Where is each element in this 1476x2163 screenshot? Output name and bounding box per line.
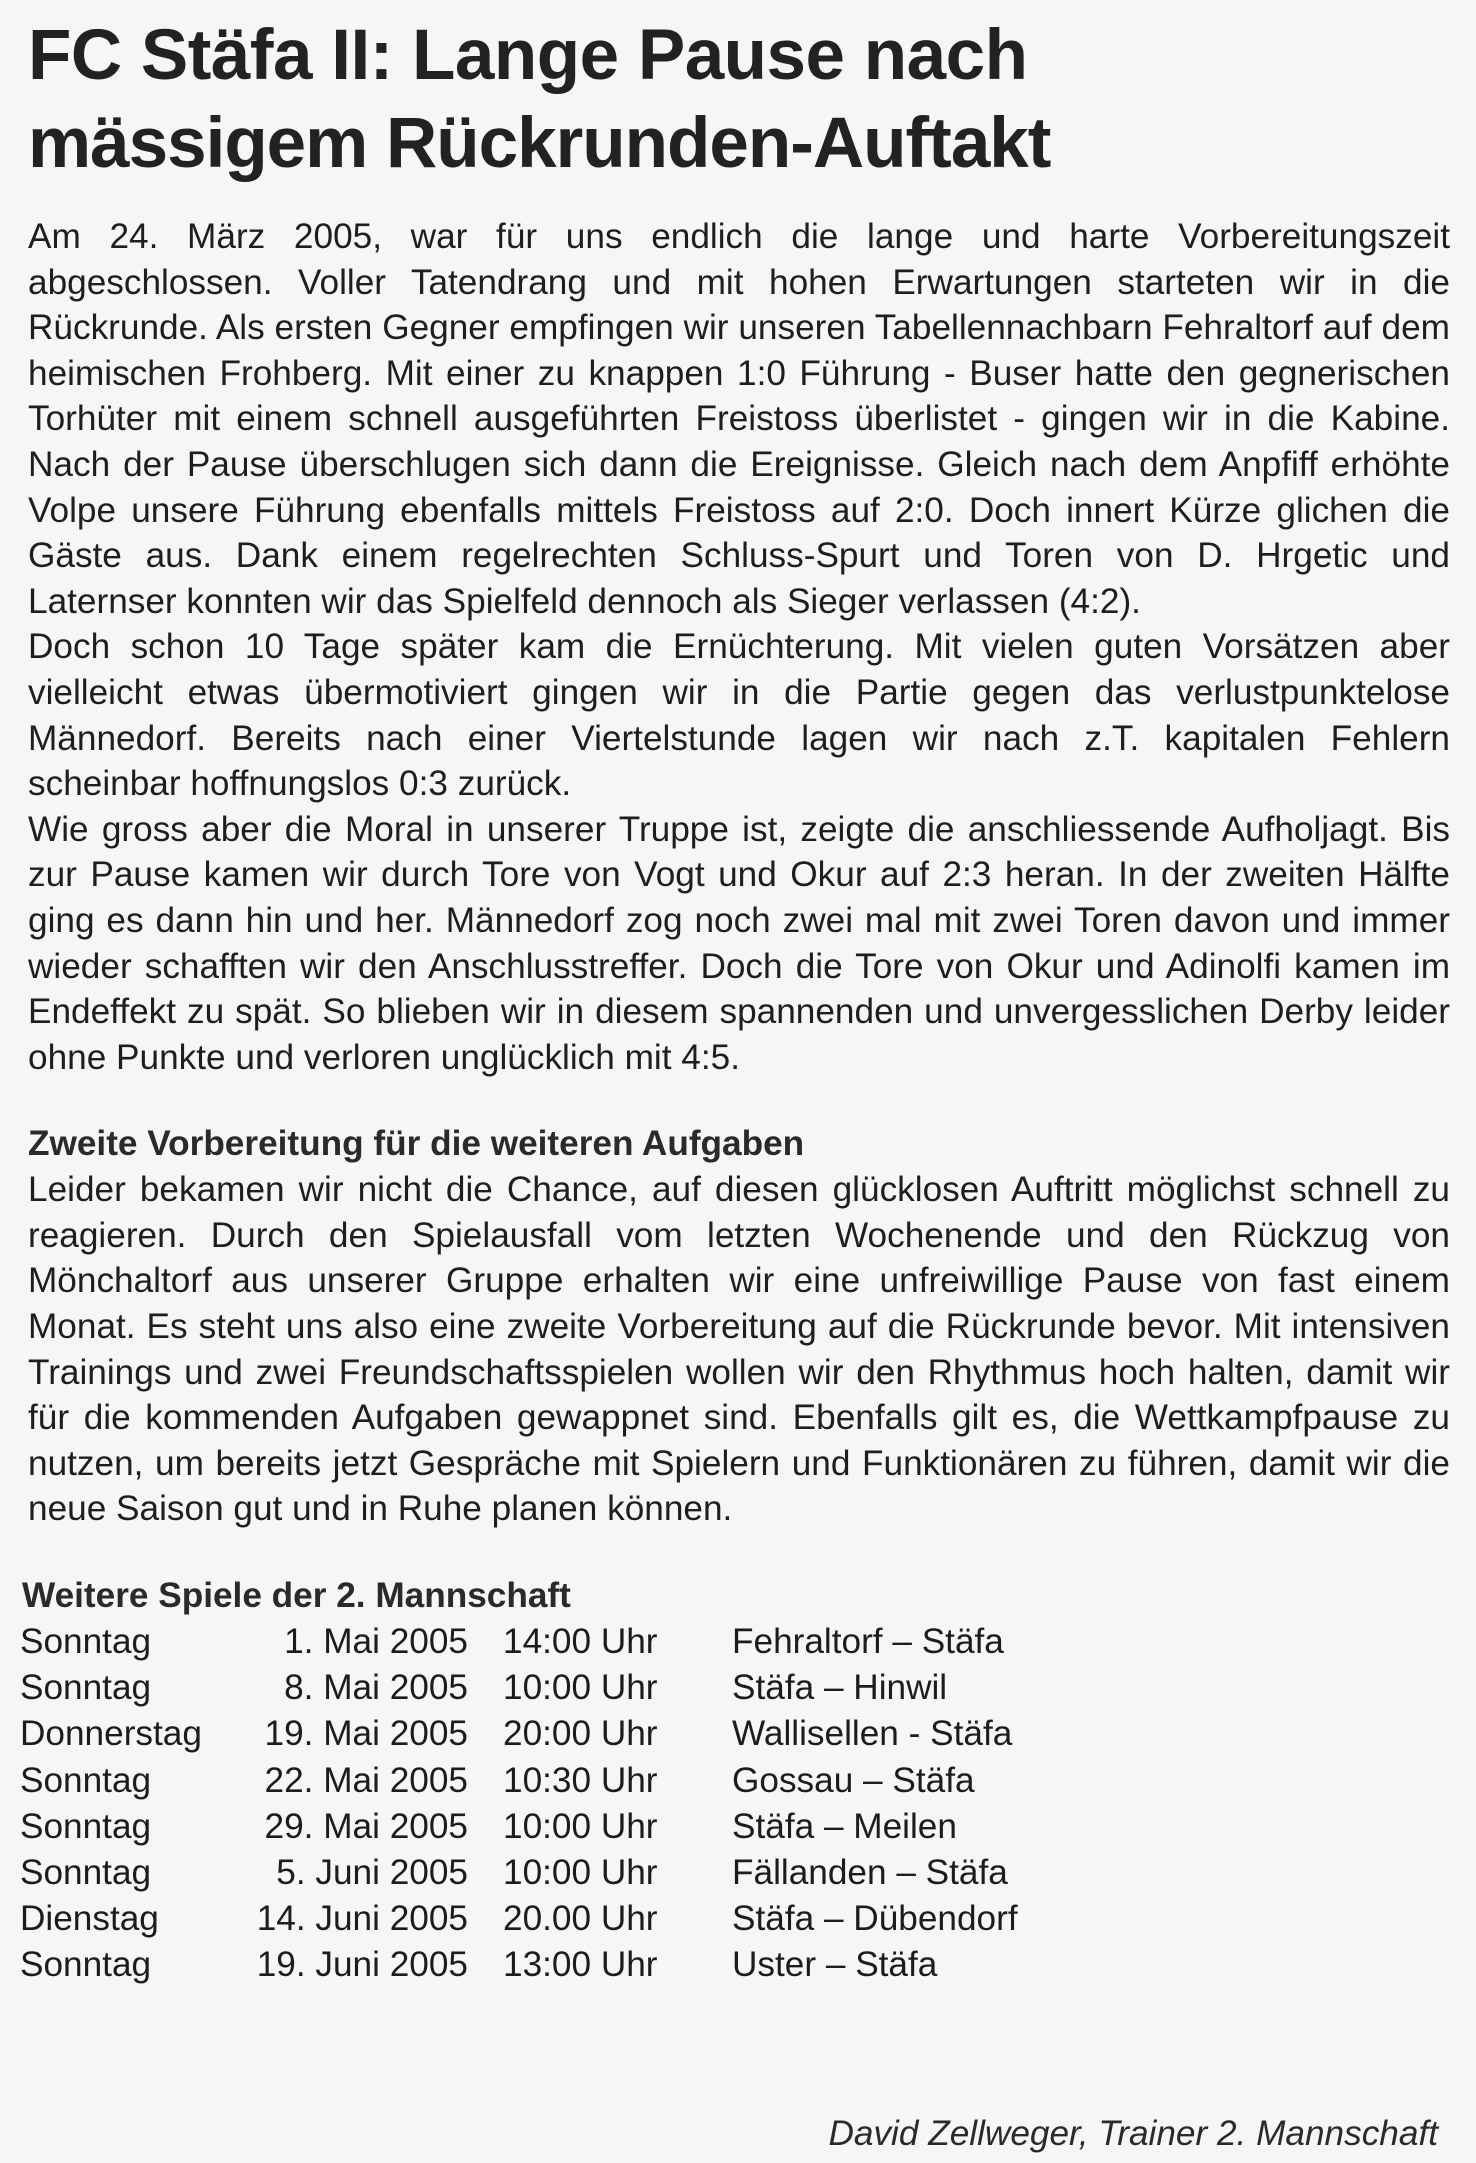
- schedule-match: Uster – Stäfa: [732, 1945, 938, 1985]
- schedule-time: 13:00 Uhr: [503, 1945, 658, 1985]
- schedule-day: Sonntag: [20, 1945, 152, 1985]
- schedule-time: 10:30 Uhr: [503, 1760, 658, 1800]
- schedule-time: 10:00 Uhr: [503, 1852, 658, 1892]
- schedule-match: Fehraltorf – Stäfa: [732, 1622, 1004, 1662]
- schedule-row: [20, 1804, 1450, 1850]
- schedule-row: [20, 1758, 1450, 1804]
- schedule-time: 20.00 Uhr: [503, 1899, 658, 1939]
- section-heading: Zweite Vorbereitung für die weiteren Aufgaben: [28, 1124, 805, 1164]
- schedule-date: 8. Mai 2005: [284, 1668, 468, 1708]
- schedule-day: Sonntag: [20, 1622, 152, 1662]
- paragraph-4: Leider bekamen wir nicht die Chance, auf diesen glücklosen Auftritt möglichst schnell zu reagieren. Durch den Spielausfall vom letzten Wochenende und den Rückzug von Mönchaltorf aus unserer Gruppe erhalten wir eine unfreiwillige Pause von fast einem Monat. Es steht uns also eine zweite Vorbereitung auf die Rückrunde bevor. Mit intensiven Trainings und zwei Freundschaftsspielen wollen wir den Rhythmus hoch halten, damit wir für die kommenden Aufgaben gewappnet sind. Ebenfalls gilt es, die Wettkampfpause zu nutzen, um bereits jetzt Gespräche mit Spielern und Funktionären zu führen, damit wir die neue Saison gut und in Ruhe planen können.: [28, 1170, 1450, 1529]
- schedule-row: [20, 1850, 1450, 1896]
- schedule-date: 1. Mai 2005: [284, 1622, 468, 1662]
- schedule-heading: Weitere Spiele der 2. Mannschaft: [22, 1576, 571, 1616]
- schedule-row: [20, 1665, 1450, 1711]
- paragraph-1: Am 24. März 2005, war für uns endlich die lange und harte Vorbereitungszeit abgeschlossen. Voller Tatendrang und mit hohen Erwartungen starteten wir in die Rückrunde. Als ersten Gegner empfingen wir unseren Tabellennachbarn Fehraltorf auf dem heimischen Frohberg. Mit einer zu knappen 1:0 Führung - Buser hatte den gegnerischen Torhüter mit einem schnell ausgeführten Freistoss überlistet - gingen wir in die Kabine. Nach der Pause überschlugen sich dann die Ereignisse. Gleich nach dem Anpfiff erhöhte Volpe unsere Führung ebenfalls mittels Freistoss auf 2:0. Doch innert Kürze glichen die Gäste aus. Dank einem regelrechten Schluss-Spurt und Toren von D. Hrgetic und Laternser konnten wir das Spielfeld dennoch als Sieger verlassen (4:2).: [28, 217, 1450, 621]
- schedule-match: Gossau – Stäfa: [732, 1760, 975, 1800]
- schedule-time: 10:00 Uhr: [503, 1806, 658, 1846]
- schedule-day: Sonntag: [20, 1806, 152, 1846]
- article-title: [28, 12, 1450, 188]
- schedule-match: Stäfa – Hinwil: [732, 1668, 948, 1708]
- schedule-match: Stäfa – Meilen: [732, 1806, 957, 1846]
- schedule-time: 14:00 Uhr: [503, 1622, 658, 1662]
- schedule-table: [20, 1619, 1450, 1989]
- schedule-date: 14. Juni 2005: [256, 1899, 468, 1939]
- title-line-1: FC Stäfa II: Lange Pause nach: [28, 16, 1028, 95]
- schedule-day: Donnerstag: [20, 1714, 202, 1754]
- schedule-day: Sonntag: [20, 1760, 152, 1800]
- schedule-day: Dienstag: [20, 1899, 159, 1939]
- schedule-match: Stäfa – Dübendorf: [732, 1899, 1018, 1939]
- paragraph-3: Wie gross aber die Moral in unserer Truppe ist, zeigte die anschliessende Aufholjagt. Bis zur Pause kamen wir durch Tore von Vogt und Okur auf 2:3 heran. In der zweiten Hälfte ging es dann hin und her. Männedorf zog noch zwei mal mit zwei Toren davon und immer wieder schafften wir den Anschlusstreffer. Doch die Tore von Okur und Adinolfi kamen im Endeffekt zu spät. So blieben wir in diesem spannenden und unvergesslichen Derby leider ohne Punkte und verloren unglücklich mit 4:5.: [28, 809, 1450, 1077]
- schedule-date: 22. Mai 2005: [264, 1760, 468, 1800]
- schedule-date: 19. Mai 2005: [264, 1714, 468, 1754]
- schedule-day: Sonntag: [20, 1668, 152, 1708]
- schedule-row: [20, 1619, 1450, 1665]
- title-line-2: mässigem Rückrunden-Auftakt: [28, 104, 1051, 183]
- schedule-date: 5. Juni 2005: [276, 1852, 468, 1892]
- author-signature: David Zellweger, Trainer 2. Mannschaft: [828, 2114, 1438, 2153]
- schedule-row: [20, 1711, 1450, 1757]
- schedule-day: Sonntag: [20, 1852, 152, 1892]
- schedule-match: Fällanden – Stäfa: [732, 1852, 1008, 1892]
- schedule-date: 19. Juni 2005: [256, 1945, 468, 1985]
- schedule-time: 10:00 Uhr: [503, 1668, 658, 1708]
- schedule-time: 20:00 Uhr: [503, 1714, 658, 1754]
- schedule-date: 29. Mai 2005: [264, 1806, 468, 1846]
- schedule-row: [20, 1896, 1450, 1942]
- paragraph-2: Doch schon 10 Tage später kam die Ernüchterung. Mit vielen guten Vorsätzen aber vielleicht etwas übermotiviert gingen wir in die Partie gegen das verlustpunktelose Männedorf. Bereits nach einer Viertelstunde lagen wir nach z.T. kapitalen Fehlern scheinbar hoffnungslos 0:3 zurück.: [28, 627, 1450, 804]
- schedule-row: [20, 1942, 1450, 1988]
- schedule-match: Wallisellen - Stäfa: [732, 1714, 1013, 1754]
